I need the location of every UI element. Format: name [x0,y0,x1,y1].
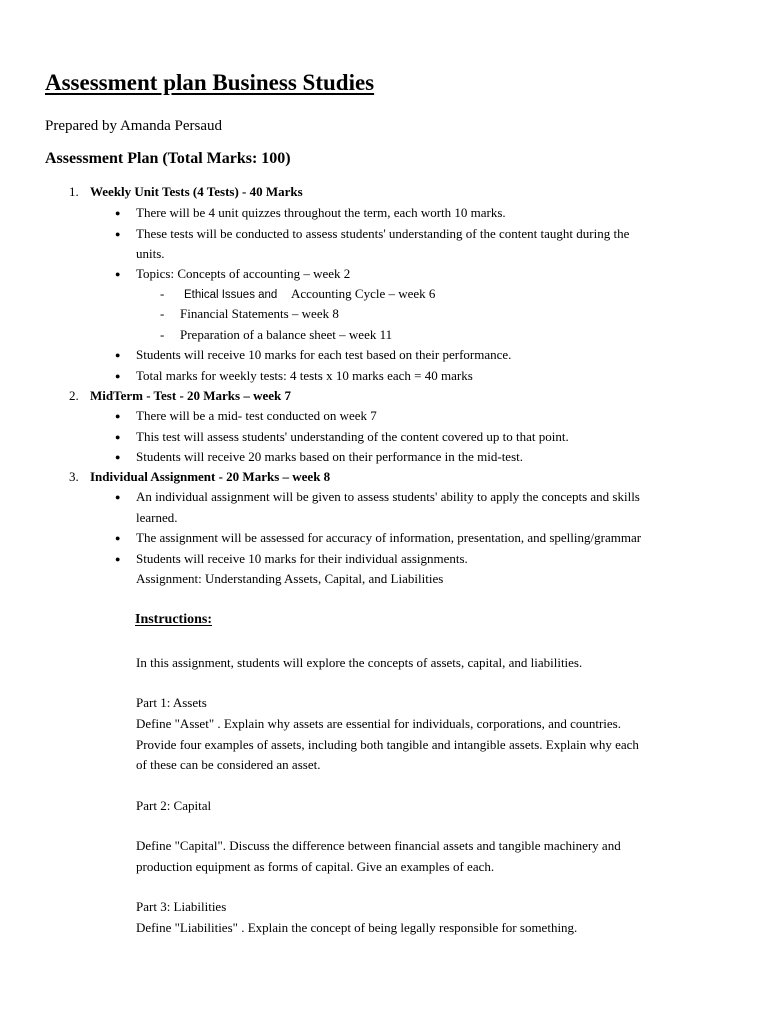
section-number: 3. [69,469,79,484]
list-item: Total marks for weekly tests: 4 tests x 10 marks each = 40 marks [136,368,473,383]
part-text: Provide four examples of assets, including both tangible and intangible assets. Explain why each [136,737,639,752]
section-number: 1. [69,184,79,199]
instructions-heading: Instructions: [135,612,213,627]
list-item-continuation: learned. [136,510,178,525]
bullet-icon: ● [115,229,121,239]
list-item: These tests will be conducted to assess students' understanding of the content taught during the [136,226,630,241]
part-title: Part 3: Liabilities [136,899,227,914]
assignment-title: Assignment: Understanding Assets, Capital, and Liabilities [136,571,444,586]
topic-item: Preparation of a balance sheet – week 11 [180,327,393,342]
list-item: Topics: Concepts of accounting – week 2 [136,266,351,281]
part-title: Part 1: Assets [136,695,207,710]
list-item: There will be 4 unit quizzes throughout the term, each worth 10 marks. [136,205,506,220]
part-text: production equipment as forms of capital. Give an examples of each. [136,859,495,874]
topic-item: Ethical Issues and [184,289,278,301]
list-item: The assignment will be assessed for accuracy of information, presentation, and spelling/grammar [136,530,642,545]
bullet-icon: ● [115,269,121,279]
topic-item: Financial Statements – week 8 [180,306,339,321]
part-title: Part 2: Capital [136,798,212,813]
bullet-icon: ● [115,411,121,421]
topic-item: Accounting Cycle – week 6 [291,286,436,301]
instructions-intro: In this assignment, students will explore the concepts of assets, capital, and liabilities. [136,655,583,670]
section-heading: Weekly Unit Tests (4 Tests) - 40 Marks [90,184,303,199]
dash-icon: - [160,286,165,301]
bullet-icon: ● [115,432,121,442]
part-text: Define "Capital". Discuss the difference between financial assets and tangible machinery and [136,838,621,853]
list-item: Students will receive 10 marks for their individual assignments. [136,551,468,566]
document-title: Assessment plan Business Studies [45,70,375,95]
list-item: This test will assess students' understanding of the content covered up to that point. [136,429,569,444]
section-number: 2. [69,388,79,403]
dash-icon: - [160,306,165,321]
dash-icon: - [160,327,165,342]
bullet-icon: ● [115,208,121,218]
list-item: Students will receive 20 marks based on their performance in the mid-test. [136,449,523,464]
part-text: of these can be considered an asset. [136,757,321,772]
list-item: There will be a mid- test conducted on week 7 [136,408,377,423]
part-text: Define "Asset" . Explain why assets are essential for individuals, corporations, and countries. [136,716,621,731]
bullet-icon: ● [115,554,121,564]
bullet-icon: ● [115,492,121,502]
list-item: An individual assignment will be given to assess students' ability to apply the concepts and skills [136,489,640,504]
part-text: Define "Liabilities" . Explain the concept of being legally responsible for something. [136,920,578,935]
bullet-icon: ● [115,533,121,543]
plan-heading: Assessment Plan (Total Marks: 100) [45,150,291,167]
section-heading: MidTerm - Test - 20 Marks – week 7 [90,388,292,403]
list-item-continuation: units. [136,246,165,261]
bullet-icon: ● [115,452,121,462]
prepared-by: Prepared by Amanda Persaud [45,118,223,134]
bullet-icon: ● [115,371,121,381]
list-item: Students will receive 10 marks for each test based on their performance. [136,347,512,362]
bullet-icon: ● [115,350,121,360]
section-heading: Individual Assignment - 20 Marks – week 8 [90,469,331,484]
